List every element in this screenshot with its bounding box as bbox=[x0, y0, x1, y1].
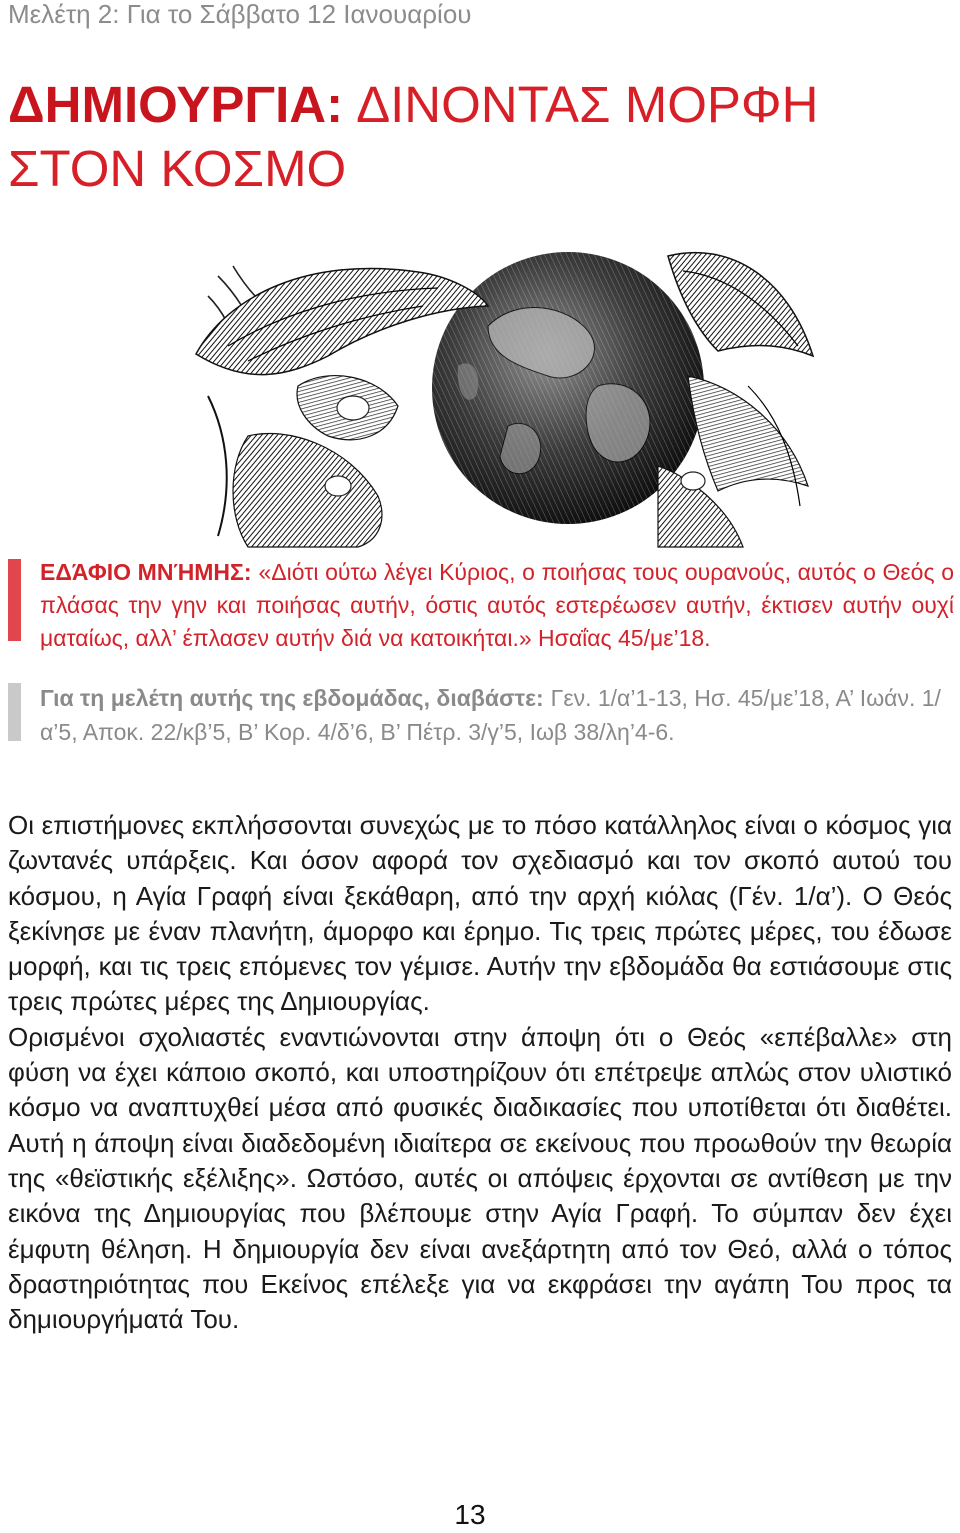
body-text bbox=[8, 808, 952, 1337]
weekly-reading-block bbox=[8, 681, 954, 749]
title-line1-rest: ΔΙΝΟΝΤΑΣ ΜΟΡΦΗ bbox=[356, 76, 819, 133]
study-header: Μελέτη 2: Για το Σάββατο 12 Ιανουαρίου bbox=[8, 0, 472, 29]
body-paragraph: Ορισμένοι σχολιαστές εναντιώνονται στην άποψη ότι ο Θεός «επέβαλλε» στη φύση να έχει κάποιο σκοπό, και υποστηρίζουν ότι επέτρεψε απλώς στον υλιστικό κόσμο να αναπτυχθεί μέσα από φυσικές διαδικασίες που υποτίθεται ότι διαθέτει. Αυτή η άποψη είναι διαδεδομένη ιδιαίτερα σε εκείνους που προωθούν την θεωρία της «θεϊστικής εξέλιξης». Ωστόσο, αυτές οι απόψεις έρχονται σε αντίθεση με την εικόνα της Δημιουργίας που βλέπουμε στην Αγία Γραφή. Το σύμπαν δεν έχει έμφυτη θέληση. Η δημιουργία δεν είναι ανεξάρτητη από τον Θεό, αλλά ο τόπος δραστηριότητας που Εκείνος επέλεξε για να εκφράσει την αγάπη Του προς τα δημιουργήματά Του. bbox=[8, 1021, 952, 1335]
memory-verse-text: «Διότι ούτω λέγει Κύριος, ο ποιήσας τους ουρανούς, αυτός ο Θεός ο πλάσας την γην και ποιήσας αυτήν, όστις αυτός εστερέωσεν αυτήν, έκτισεν αυτήν ουχί ματαίως, αλλ’ έπλασεν αυτήν διά να κατοικήται.» Ησαΐας 45/με’18. bbox=[40, 559, 955, 651]
memory-verse-text-block bbox=[40, 556, 954, 655]
weekly-reading-text-block bbox=[40, 681, 954, 749]
globe-with-angels-engraving-icon bbox=[188, 236, 818, 548]
memory-verse-block bbox=[8, 556, 954, 655]
weekly-reading-references: Γεν. 1/α’1-13, Ησ. 45/με’18, Α’ Ιωάν. 1/α’5, Αποκ. 22/κβ’5, Β’ Κορ. 4/δ’6, Β’ Πέτρ. 3/γ’5, Ιωβ 38/λη’4-6. bbox=[40, 685, 941, 745]
title-line2: ΣΤΟΝ ΚΟΣΜΟ bbox=[8, 140, 347, 197]
weekly-reading-label: Για τη μελέτη αυτής της εβδομάδας, διαβάστε: bbox=[40, 685, 544, 711]
memory-verse-label: ΕΔΆΦΙΟ ΜΝΉΜΗΣ: bbox=[40, 559, 252, 585]
page-number: 13 bbox=[454, 1499, 486, 1530]
main-content bbox=[0, 556, 960, 1337]
weekly-reading-accent-bar bbox=[8, 683, 21, 741]
page-title bbox=[8, 73, 818, 201]
memory-verse-accent-bar bbox=[8, 559, 21, 641]
title-lead: ΔΗΜΙΟΥΡΓΙΑ: bbox=[8, 76, 344, 133]
body-paragraph: Οι επιστήμονες εκπλήσσονται συνεχώς με το πόσο κατάλληλος είναι ο κόσμος για ζωντανές υπάρξεις. Και όσον αφορά τον σχεδιασμό και τον σκοπό αυτού του κόσμου, η Αγία Γραφή είναι ξεκάθαρη, από την αρχή κιόλας (Γέν. 1/α’). Ο Θεός ξεκίνησε με έναν πλανήτη, άμορφο και έρημο. Τις τρεις πρώτες μέρες, του έδωσε μορφή, και τις τρεις επόμενες τον γέμισε. Αυτήν την εβδομάδα θα εστιάσουμε στις τρεις πρώτες μέρες της Δημιουργίας. bbox=[8, 810, 952, 1017]
